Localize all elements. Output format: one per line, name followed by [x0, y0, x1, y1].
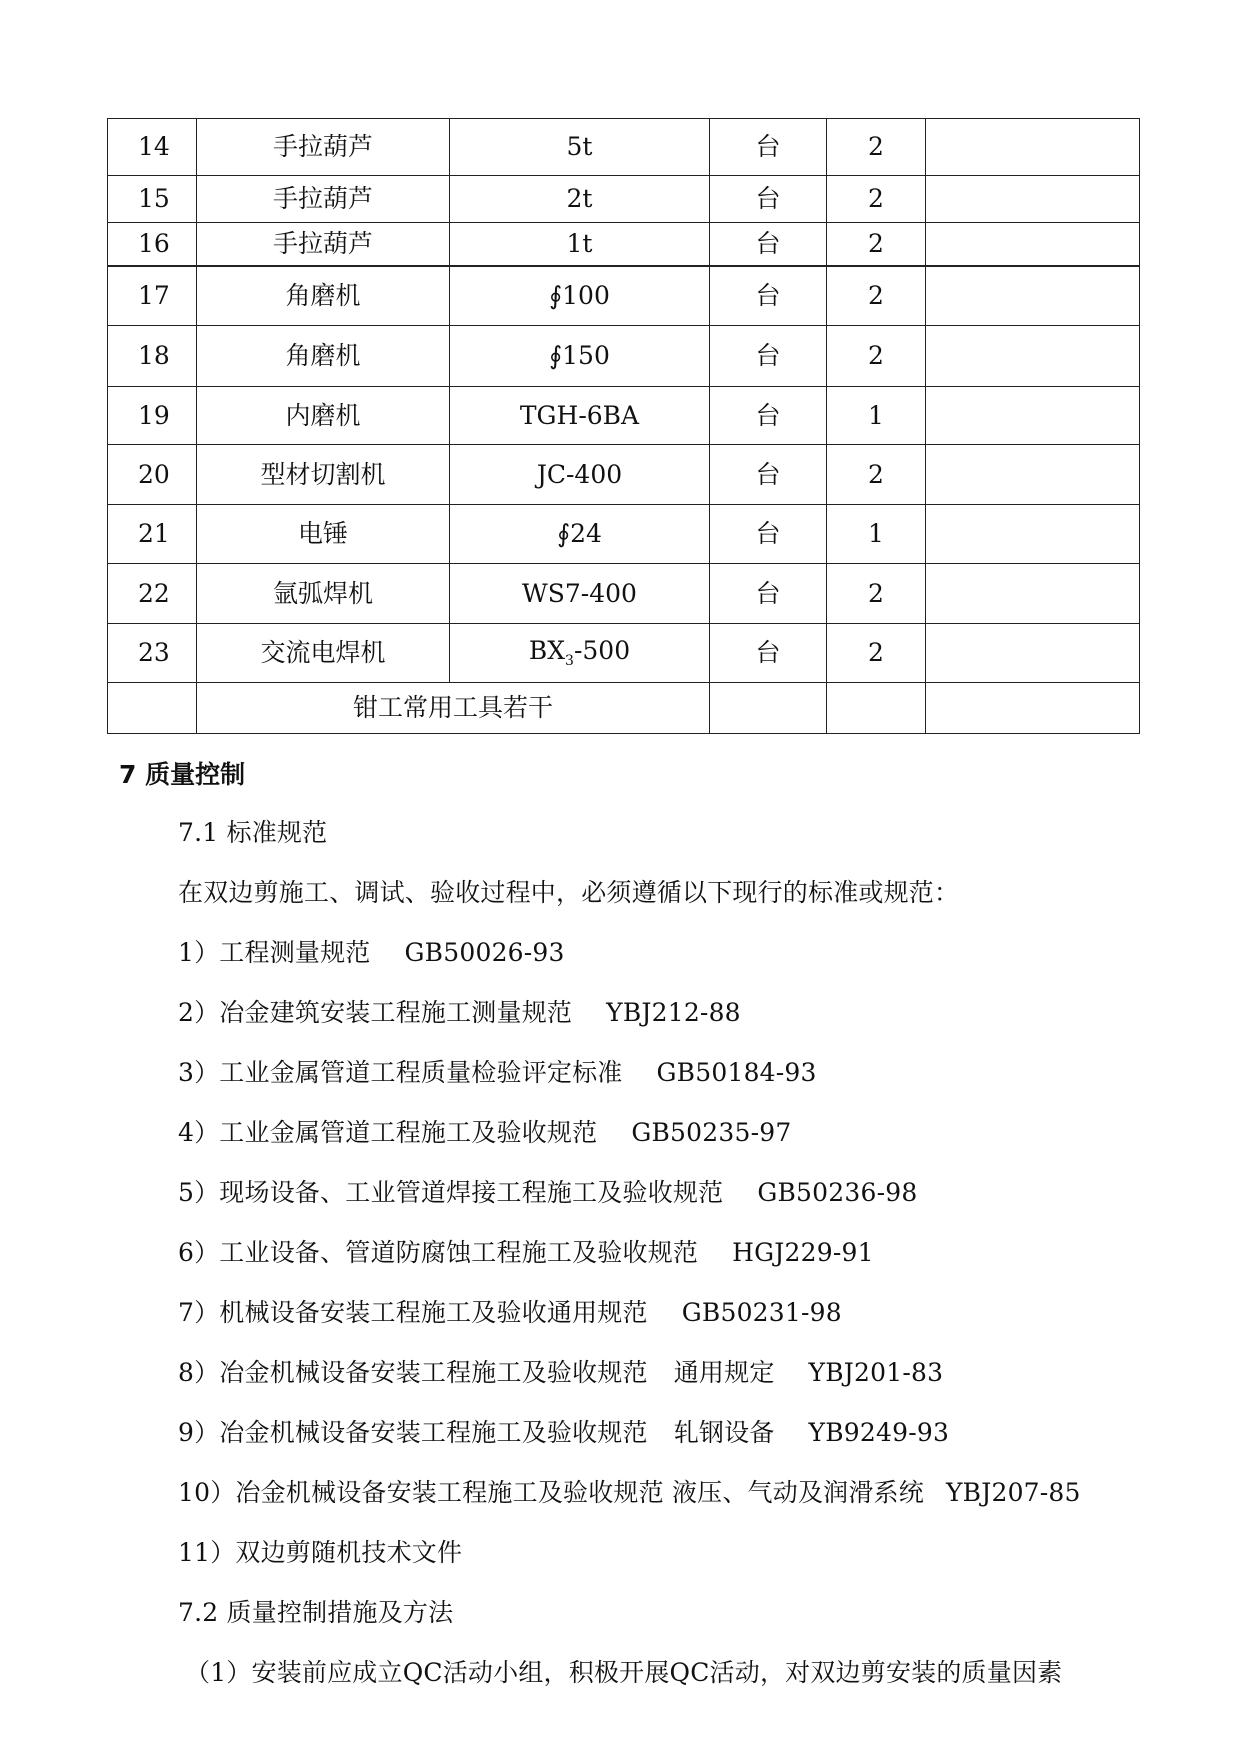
table-row [108, 564, 1140, 624]
spec-tail: -500 [573, 635, 631, 665]
table-row [108, 326, 1140, 387]
cell-name: 型材切割机 [197, 445, 450, 505]
standard-item [178, 1293, 842, 1329]
cell-unit: 台 [710, 326, 827, 387]
cell-note [926, 223, 1140, 266]
standard-code: GB50026-93 [404, 938, 565, 967]
standard-label: 8）冶金机械设备安装工程施工及验收规范 [178, 1358, 648, 1387]
standard-item [178, 1173, 917, 1209]
cell-qty: 1 [827, 387, 926, 445]
standard-item [178, 1113, 791, 1149]
cell-spec: TGH-6BA [450, 387, 710, 445]
standard-item [178, 1233, 874, 1269]
cell-note [926, 266, 1140, 326]
standard-label: 2）冶金建筑安装工程施工测量规范 [178, 998, 573, 1027]
standard-item [178, 933, 565, 969]
standard-item [178, 1413, 949, 1449]
standard-code: GB50184-93 [656, 1058, 817, 1087]
cell-note [926, 624, 1140, 683]
standard-label: 11）双边剪随机技术文件 [178, 1538, 463, 1567]
subsection-title: 7.2 质量控制措施及方法 [178, 1598, 454, 1627]
cell-unit: 台 [710, 387, 827, 445]
cell-note [926, 505, 1140, 564]
standard-code: YBJ212-88 [606, 998, 741, 1027]
cell-name: 氩弧焊机 [197, 564, 450, 624]
standard-code: GB50235-97 [631, 1118, 792, 1147]
table-row [108, 505, 1140, 564]
equipment-table [107, 118, 1140, 734]
cell-name: 角磨机 [197, 326, 450, 387]
standard-label: 7）机械设备安装工程施工及验收通用规范 [178, 1298, 648, 1327]
cell-unit: 台 [710, 119, 827, 176]
cell-qty: 2 [827, 445, 926, 505]
cell-qty: 2 [827, 119, 926, 176]
standard-item [178, 1533, 462, 1569]
cell-qty: 2 [827, 176, 926, 223]
cell-spec: 1t [450, 223, 710, 266]
cell-no: 19 [108, 387, 197, 445]
intro-paragraph: 在双边剪施工、调试、验收过程中，必须遵循以下现行的标准或规范： [178, 878, 960, 907]
standard-code: YBJ201-83 [808, 1358, 944, 1387]
cell-spec: ∮100 [450, 266, 710, 326]
cell-unit [710, 683, 827, 734]
cell-note [926, 564, 1140, 624]
standard-code: YBJ207-85 [945, 1478, 1081, 1507]
standard-label: 4）工业金属管道工程施工及验收规范 [178, 1118, 598, 1147]
standard-label: 5）现场设备、工业管道焊接工程施工及验收规范 [178, 1178, 724, 1207]
cell-note [926, 683, 1140, 734]
cell-name: 手拉葫芦 [197, 119, 450, 176]
cell-no: 17 [108, 266, 197, 326]
cell-qty: 2 [827, 326, 926, 387]
cell-name: 角磨机 [197, 266, 450, 326]
cell-name: 手拉葫芦 [197, 223, 450, 266]
cell-no: 15 [108, 176, 197, 223]
cell-note [926, 387, 1140, 445]
cell-no: 18 [108, 326, 197, 387]
table-row [108, 387, 1140, 445]
table-row [108, 223, 1140, 266]
cell-unit: 台 [710, 445, 827, 505]
cell-unit: 台 [710, 266, 827, 326]
standard-label: 6）工业设备、管道防腐蚀工程施工及验收规范 [178, 1238, 699, 1267]
cell-spec: ∮24 [450, 505, 710, 564]
table-row [108, 445, 1140, 505]
cell-note [926, 176, 1140, 223]
cell-qty [827, 683, 926, 734]
spec-main: BX [528, 635, 566, 665]
cell-no: 23 [108, 624, 197, 683]
cell-unit: 台 [710, 564, 827, 624]
table-row-footer [108, 683, 1140, 734]
cell-spec: 5t [450, 119, 710, 176]
cell-qty: 2 [827, 266, 926, 326]
cell-spec: 2t [450, 176, 710, 223]
cell-note [926, 326, 1140, 387]
standard-item [178, 1353, 943, 1389]
standard-code: HGJ229-91 [732, 1238, 874, 1267]
standard-label: 3）工业金属管道工程质量检验评定标准 [178, 1058, 623, 1087]
cell-unit: 台 [710, 505, 827, 564]
cell-spec: ∮150 [450, 326, 710, 387]
cell-no [108, 683, 197, 734]
cell-no: 20 [108, 445, 197, 505]
standard-label: 9）冶金机械设备安装工程施工及验收规范 [178, 1418, 648, 1447]
cell-note [926, 445, 1140, 505]
cell-qty: 1 [827, 505, 926, 564]
standard-scope: 通用规定 [673, 1358, 775, 1387]
cell-qty: 2 [827, 564, 926, 624]
spec-subscript: 3 [565, 652, 574, 669]
standard-item [178, 993, 741, 1029]
footer-text: 钳工常用工具若干 [197, 683, 710, 734]
section-heading: 7 质量控制 [119, 760, 246, 789]
cell-spec [450, 624, 710, 683]
cell-name: 电锤 [197, 505, 450, 564]
cell-no: 22 [108, 564, 197, 624]
cell-no: 16 [108, 223, 197, 266]
standard-label: 10）冶金机械设备安装工程施工及验收规范 液压、气动及润滑系统 [178, 1478, 924, 1507]
cell-name: 手拉葫芦 [197, 176, 450, 223]
cell-qty: 2 [827, 223, 926, 266]
table-row [108, 266, 1140, 326]
cell-unit: 台 [710, 624, 827, 683]
standard-code: YB9249-93 [808, 1418, 950, 1447]
table-row [108, 624, 1140, 683]
cell-spec: JC-400 [450, 445, 710, 505]
cell-name: 交流电焊机 [197, 624, 450, 683]
standard-code: GB50231-98 [681, 1298, 842, 1327]
standard-label: 1）工程测量规范 [178, 938, 371, 967]
standard-item [178, 1053, 817, 1089]
cell-no: 21 [108, 505, 197, 564]
cell-unit: 台 [710, 176, 827, 223]
standard-item [178, 1473, 1081, 1509]
cell-note [926, 119, 1140, 176]
standard-scope: 轧钢设备 [673, 1418, 775, 1447]
table-row [108, 119, 1140, 176]
standard-code: GB50236-98 [757, 1178, 918, 1207]
cell-no: 14 [108, 119, 197, 176]
body-paragraph: （1）安装前应成立QC活动小组，积极开展QC活动，对双边剪安装的质量因素 [185, 1658, 1063, 1687]
cell-name: 内磨机 [197, 387, 450, 445]
subsection-title: 7.1 标准规范 [178, 818, 328, 847]
table-row [108, 176, 1140, 223]
cell-qty: 2 [827, 624, 926, 683]
cell-unit: 台 [710, 223, 827, 266]
cell-spec: WS7-400 [450, 564, 710, 624]
